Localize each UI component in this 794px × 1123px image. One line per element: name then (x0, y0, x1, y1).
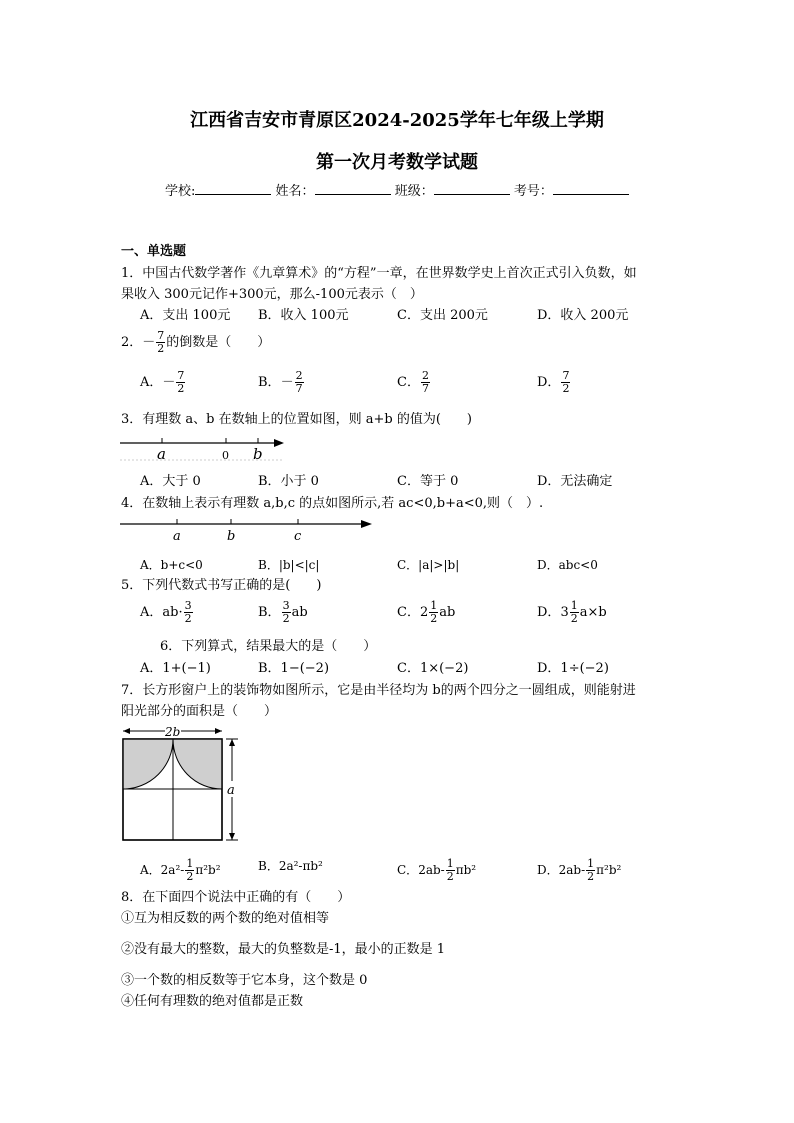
q2-option-a: A．－ $\frac{7}{2}$ (140, 369, 185, 395)
q4-axis-arrow (361, 520, 372, 528)
q3-label-b: b (253, 445, 263, 463)
q7-dim-top-arrow-right (215, 728, 222, 734)
class-blank[interactable] (434, 182, 510, 195)
q2-fraction: $\frac{7}{2}$ (157, 329, 165, 355)
q4-stem: 4．在数轴上表示有理数 a,b,c 的点如图所示,若 ac<0,b+a<0,则（ ）. (121, 496, 544, 511)
q7-stem-line1: 7．长方形窗户上的装饰物如图所示，它是由半径均为 b的两个四分之一圆组成，则能射进 (121, 683, 636, 698)
q6-option-d: D．1÷(−2) (537, 661, 609, 676)
q8-statement-1: ①互为相反数的两个数的绝对值相等 (121, 911, 330, 926)
q5-option-b: B． $\frac{3}{2}$ ab (258, 599, 308, 625)
student-info-line (165, 182, 629, 200)
q3-option-b: B．小于 0 (258, 474, 319, 489)
q4-number-line (118, 516, 378, 544)
q7-dim-right-arrow-bottom (229, 833, 235, 840)
q7-option-c: C．2ab- $\frac{1}{2}$ πb² (397, 857, 477, 883)
q3-label-a: a (157, 445, 166, 463)
q8-statement-4: ④任何有理数的绝对值都是正数 (121, 994, 304, 1009)
q7-window-figure (115, 721, 245, 845)
q1-option-c: C．支出 200元 (397, 308, 488, 323)
q7-dim-right-arrow-top (229, 739, 235, 746)
q3-label-0: 0 (222, 449, 229, 462)
q4-option-c: C．|a|>|b| (397, 558, 460, 572)
q7-option-a: A．2a²- $\frac{1}{2}$ π²b² (140, 857, 221, 883)
school-label: 学校: (165, 184, 196, 199)
q7-option-b: B．2a²-πb² (258, 859, 323, 873)
q7-stem-line2: 阳光部分的面积是（ ） (121, 704, 278, 719)
q2-suffix: 的倒数是（ ） (166, 335, 271, 350)
q3-stem: 3．有理数 a、b 在数轴上的位置如图，则 a+b 的值为( ) (121, 412, 472, 427)
q2-minus: － (142, 335, 156, 350)
q2-stem (121, 330, 270, 355)
q1-option-a: A．支出 100元 (140, 308, 231, 323)
q1-option-d: D．收入 200元 (537, 308, 629, 323)
section-heading: 一、单选题 (121, 244, 187, 259)
q4-option-b: B．|b|<|c| (258, 558, 320, 572)
q5-stem: 5．下列代数式书写正确的是( ) (121, 578, 322, 593)
number-blank[interactable] (553, 182, 629, 195)
q5-option-d: D．3 $\frac{1}{2}$ a×b (537, 599, 607, 625)
school-blank[interactable] (195, 182, 271, 195)
q4-option-d: D．abc<0 (537, 558, 598, 572)
q8-stem: 8．在下面四个说法中正确的有（ ） (121, 890, 351, 905)
exam-title-line2: 第一次月考数学试题 (316, 152, 478, 173)
q7-dim-right-label: a (227, 783, 235, 798)
q1-stem-line2: 果收入 300元记作+300元，那么-100元表示（ ） (121, 287, 423, 302)
exam-title-line1: 江西省吉安市青原区2024-2025学年七年级上学期 (190, 110, 604, 131)
q2-option-c: C． $\frac{2}{7}$ (397, 369, 429, 395)
class-label: 班级： (394, 184, 434, 199)
q7-dim-top-label: 2b (165, 725, 181, 739)
q4-label-c: c (294, 529, 302, 544)
name-blank[interactable] (315, 182, 391, 195)
q3-option-a: A．大于 0 (140, 474, 201, 489)
q2-option-d: D． $\frac{7}{2}$ (537, 369, 570, 395)
name-label: 姓名： (275, 184, 315, 199)
q2-option-b: B．－ $\frac{2}{7}$ (258, 369, 303, 395)
q3-option-c: C．等于 0 (397, 474, 459, 489)
q1-option-b: B．收入 100元 (258, 308, 349, 323)
q7-option-d: D．2ab- $\frac{1}{2}$ π²b² (537, 857, 622, 883)
q6-stem: 6．下列算式，结果最大的是（ ） (160, 639, 377, 654)
q2-number: 2． (121, 335, 143, 350)
q4-option-a: A．b+c<0 (140, 558, 203, 572)
q1-stem-line1: 1．中国古代数学著作《九章算术》的“方程”一章，在世界数学史上首次正式引入负数，如 (121, 266, 637, 281)
q3-option-d: D．无法确定 (537, 474, 613, 489)
q8-statement-3: ③一个数的相反数等于它本身，这个数是 0 (121, 973, 368, 988)
q4-label-b: b (227, 529, 236, 544)
q4-label-a: a (173, 529, 181, 544)
q3-number-line (118, 434, 290, 464)
q6-option-c: C．1×(−2) (397, 661, 469, 676)
q5-option-a: A．ab· $\frac{3}{2}$ (140, 599, 192, 625)
q3-axis-arrow (274, 439, 284, 447)
q5-option-c: C．2 $\frac{1}{2}$ ab (397, 599, 456, 625)
q6-option-b: B．1−(−2) (258, 661, 330, 676)
q6-option-a: A．1+(−1) (140, 661, 211, 676)
q8-statement-2: ②没有最大的整数，最大的负整数是-1，最小的正数是 1 (121, 942, 446, 957)
number-label: 考号： (513, 184, 553, 199)
q7-dim-top-arrow-left (123, 728, 130, 734)
